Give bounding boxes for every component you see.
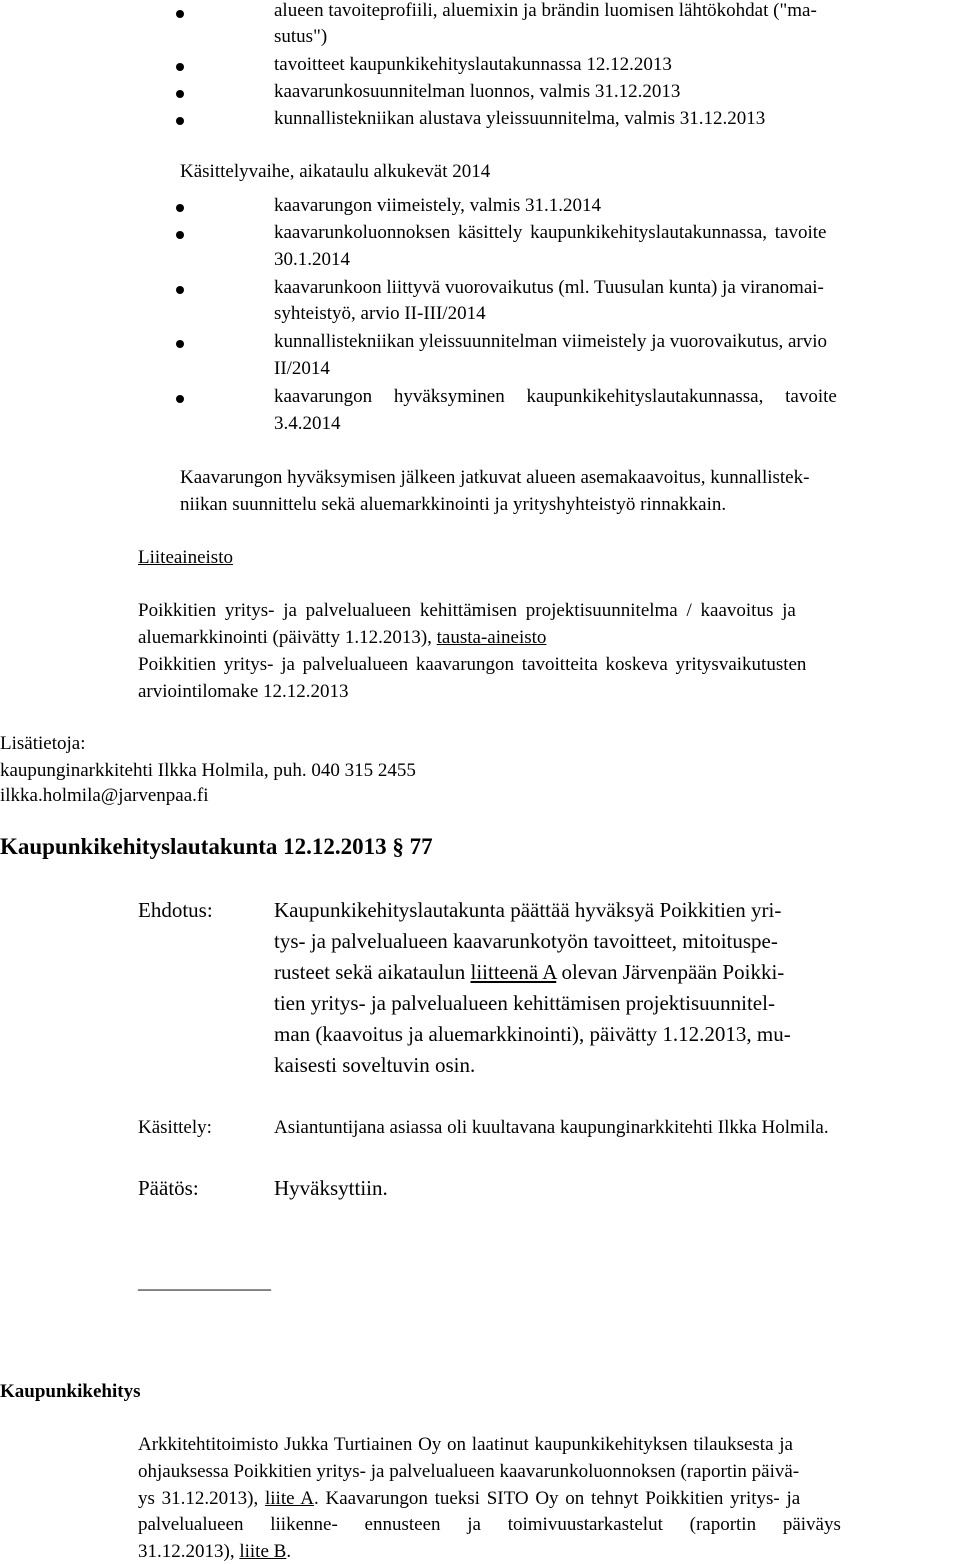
- phase-bullet-1: kaavarungon viimeistely, valmis 31.1.2014: [274, 195, 601, 216]
- phase-bullet-4-line1: kunnallistekniikan yleissuunnitelman viimeistely ja vuorovaikutus, arvio: [274, 331, 828, 352]
- proposal-line-5: man (kaavoitus ja aluemarkkinointi), päivätty 1.12.2013, mu-: [274, 1022, 791, 1046]
- city-dev-line4: palvelualueen liikenne- ennusteen ja toimivuustarkastelut (raportin päiväys: [138, 1514, 841, 1535]
- city-dev-line5: [138, 1541, 291, 1563]
- city-dev-line3-b: . Kaavarungon tueksi SITO Oy on tehnyt Poikkitien yritys- ja: [313, 1488, 801, 1509]
- attachments-heading: Liiteaineisto: [138, 547, 233, 568]
- bullet-icon: [176, 286, 184, 294]
- bullet-icon: [176, 231, 184, 239]
- proposal-label: Ehdotus:: [138, 898, 213, 922]
- phase-bullet-2-line1: kaavarunkoluonnoksen käsittely kaupunkikehityslautakunnassa, tavoite: [274, 222, 827, 243]
- phase-bullet-4-line2: II/2014: [274, 358, 330, 379]
- proposal-line-2: tys- ja palvelualueen kaavarunkotyön tavoitteet, mitoituspe-: [274, 929, 778, 953]
- appendix-b-link[interactable]: liite B: [239, 1541, 287, 1562]
- appendix-a-link[interactable]: liitteenä A: [470, 960, 557, 984]
- handling-text: Asiantuntijana asiassa oli kuultavana kaupunginarkkitehti Ilkka Holmila.: [274, 1117, 829, 1138]
- bullet-icon: [176, 204, 184, 212]
- city-dev-line2: ohjauksessa Poikkitien yritys- ja palvelualueen kaavarunkoluonnoksen (raportin päivä-: [138, 1461, 800, 1482]
- attachment-2-line2: arviointilomake 12.12.2013: [138, 681, 349, 702]
- proposal-line-3: [274, 960, 784, 985]
- contact-person: kaupunginarkkitehti Ilkka Holmila, puh. 040 315 2455: [0, 760, 416, 781]
- contact-email[interactable]: ilkka.holmila@jarvenpaa.fi: [0, 785, 209, 806]
- contact-label: Lisätietoja:: [0, 733, 86, 754]
- top-bullet-2: tavoitteet kaupunkikehityslautakunnassa 12.12.2013: [274, 54, 672, 75]
- attachment-1-text: aluemarkkinointi (päivätty 1.12.2013),: [138, 627, 437, 648]
- after-approval-line1: Kaavarungon hyväksymisen jälkeen jatkuvat alueen asemakaavoitus, kunnallistek-: [180, 467, 810, 488]
- proposal-line-1: Kaupunkikehityslautakunta päättää hyväksyä Poikkitien yri-: [274, 898, 782, 922]
- city-dev-line3-a: ys 31.12.2013),: [138, 1488, 265, 1509]
- phase-bullet-3-line1: kaavarunkoon liittyvä vuorovaikutus (ml. Tuusulan kunta) ja viranomai-: [274, 277, 824, 298]
- background-material-link[interactable]: tausta-aineisto: [436, 627, 547, 648]
- phase-bullet-2-line2: 30.1.2014: [274, 249, 350, 270]
- attachment-1-line1: Poikkitien yritys- ja palvelualueen kehittämisen projektisuunnitelma / kaavoitus ja: [138, 600, 796, 621]
- phase-bullet-5-line2: 3.4.2014: [274, 413, 341, 434]
- bullet-icon: [176, 90, 184, 98]
- bullet-icon: [176, 63, 184, 71]
- city-dev-line1: Arkkitehtitoimisto Jukka Turtiainen Oy on laatinut kaupunkikehityksen tilauksesta ja: [138, 1434, 793, 1455]
- after-approval-line2: niikan suunnittelu sekä aluemarkkinointi ja yrityshyhteistyö rinnakkain.: [180, 494, 727, 515]
- bullet-icon: [176, 117, 184, 125]
- decision-text: Hyväksyttiin.: [274, 1176, 388, 1200]
- attachment-1-line2: [138, 627, 546, 649]
- proposal-line-3-tail: olevan Järvenpään Poikki-: [556, 960, 785, 984]
- top-bullet-1-line2: sutus"): [274, 26, 328, 47]
- bullet-icon: [176, 10, 184, 18]
- handling-label: Käsittely:: [138, 1117, 212, 1138]
- city-dev-line5-a: 31.12.2013),: [138, 1541, 240, 1562]
- city-dev-line5-b: .: [286, 1541, 292, 1562]
- top-bullet-1-line1: alueen tavoiteprofiili, aluemixin ja brändin luomisen lähtökohdat ("ma-: [274, 0, 817, 21]
- separator-line: ______________: [138, 1272, 271, 1293]
- phase-bullet-5-line1: kaavarungon hyväksyminen kaupunkikehityslautakunnassa, tavoite: [274, 386, 837, 407]
- bullet-icon: [176, 340, 184, 348]
- committee-heading: Kaupunkikehityslautakunta 12.12.2013 § 77: [0, 834, 433, 859]
- phase-bullet-3-line2: syhteistyö, arvio II-III/2014: [274, 303, 486, 324]
- proposal-line-4: tien yritys- ja palvelualueen kehittämisen projektisuunnitel-: [274, 991, 775, 1015]
- city-dev-heading: Kaupunkikehitys: [0, 1381, 141, 1402]
- top-bullet-4: kunnallistekniikan alustava yleissuunnitelma, valmis 31.12.2013: [274, 108, 766, 129]
- attachment-2-line1: Poikkitien yritys- ja palvelualueen kaavarungon tavoitteita koskeva yritysvaikutusten: [138, 654, 807, 675]
- top-bullet-3: kaavarunkosuunnitelman luonnos, valmis 31.12.2013: [274, 81, 681, 102]
- proposal-line-3-text: rusteet sekä aikataulun: [274, 960, 471, 984]
- city-dev-line3: [138, 1488, 800, 1510]
- appendix-a-link-2[interactable]: liite A: [264, 1488, 314, 1509]
- bullet-icon: [176, 395, 184, 403]
- proposal-line-6: kaisesti soveltuvin osin.: [274, 1053, 476, 1077]
- phase-heading: Käsittelyvaihe, aikataulu alkukevät 2014: [180, 161, 491, 182]
- decision-label: Päätös:: [138, 1176, 199, 1200]
